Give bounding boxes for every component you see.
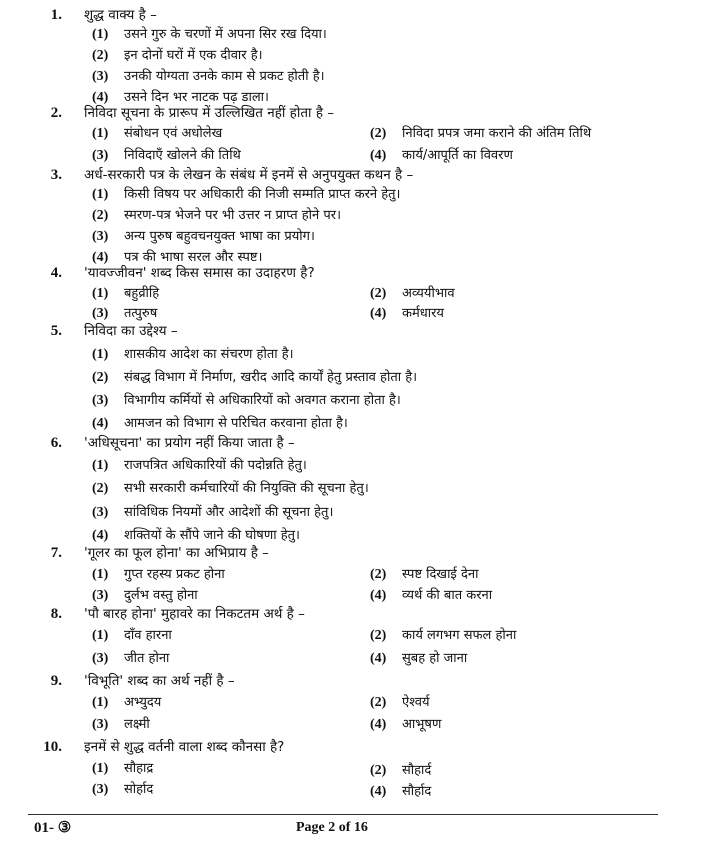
question-text: 'गूलर का फूल होना' का अभिप्राय है – (84, 545, 269, 561)
option-number: (4) (92, 416, 109, 431)
option-text: निविदाएँ खोलने की तिथि (124, 148, 241, 163)
question-text: 'विभूति' शब्द का अर्थ नहीं है – (84, 673, 235, 689)
option-number: (3) (92, 588, 109, 603)
booklet-code: 01- ③ (34, 820, 72, 836)
option-text: सौर्हाद (402, 784, 432, 799)
option-number: (3) (92, 717, 109, 732)
option-text: दुर्लभ वस्तु होना (124, 588, 198, 603)
option-text: सोर्हाद (124, 782, 154, 797)
option-text: सांविधिक नियमों और आदेशों की सूचना हेतु। (124, 505, 334, 520)
option-number: (4) (370, 588, 387, 603)
option-text: दाँव हारना (124, 628, 172, 643)
option-number: (2) (370, 695, 387, 710)
option-text: व्यर्थ की बात करना (402, 588, 493, 603)
option-number: (2) (370, 567, 387, 582)
option-number: (1) (92, 458, 109, 473)
option-text: सौहार्द (402, 763, 432, 778)
option-number: (1) (92, 567, 109, 582)
option-text: सुबह हो जाना (402, 651, 468, 666)
option-text: आभूषण (402, 717, 442, 732)
question-number: 6. (50, 435, 62, 451)
question-text: शुद्ध वाक्य है – (84, 7, 157, 23)
option-text: जीत होना (124, 651, 170, 666)
option-number: (4) (370, 784, 387, 799)
option-number: (3) (92, 782, 109, 797)
question-text: 'अधिसूचना' का प्रयोग नहीं किया जाता है – (84, 435, 295, 451)
option-number: (2) (92, 48, 109, 63)
question-number: 8. (50, 606, 62, 622)
option-text: सभी सरकारी कर्मचारियों की नियुक्ति की सूचना हेतु। (124, 481, 369, 496)
option-number: (2) (92, 370, 109, 385)
option-number: (2) (370, 628, 387, 643)
option-text: निविदा प्रपत्र जमा कराने की अंतिम तिथि (402, 126, 592, 141)
question-number: 5. (50, 323, 62, 339)
option-number: (2) (370, 126, 387, 141)
option-text: कर्मधारय (402, 306, 444, 321)
option-number: (1) (92, 126, 109, 141)
page-number: Page 2 of 16 (296, 820, 368, 835)
question-number: 10. (43, 739, 62, 755)
option-number: (3) (92, 651, 109, 666)
option-number: (1) (92, 347, 109, 362)
option-text: गुप्त रहस्य प्रकट होना (124, 567, 225, 582)
option-text: संबद्ध विभाग में निर्माण, खरीद आदि कार्यों हेतु प्रस्ताव होता है। (124, 370, 418, 385)
option-number: (1) (92, 695, 109, 710)
option-number: (3) (92, 148, 109, 163)
option-text: उसने दिन भर नाटक पढ़ डाला। (124, 90, 269, 105)
option-text: तत्पुरुष (124, 306, 158, 321)
question-number: 1. (50, 7, 62, 23)
question-text: इनमें से शुद्ध वर्तनी वाला शब्द कौनसा है? (84, 739, 285, 755)
option-number: (1) (92, 761, 109, 776)
option-number: (2) (92, 481, 109, 496)
option-number: (4) (92, 528, 109, 543)
option-text: पत्र की भाषा सरल और स्पष्ट। (124, 250, 263, 265)
option-number: (3) (92, 69, 109, 84)
option-number: (1) (92, 27, 109, 42)
option-text: अन्य पुरुष बहुवचनयुक्त भाषा का प्रयोग। (124, 229, 315, 244)
option-text: ऐश्वर्य (402, 695, 430, 710)
option-text: किसी विषय पर अधिकारी की निजी सम्मति प्राप्त करने हेतु। (124, 187, 401, 202)
option-number: (3) (92, 393, 109, 408)
question-number: 9. (50, 673, 62, 689)
option-text: बहुव्रीहि (124, 286, 160, 301)
question-text: 'पौ बारह होना' मुहावरे का निकटतम अर्थ है – (84, 606, 305, 622)
question-number: 4. (50, 265, 62, 281)
option-number: (1) (92, 187, 109, 202)
option-number: (2) (92, 208, 109, 223)
option-text: उसने गुरु के चरणों में अपना सिर रख दिया। (124, 27, 327, 42)
option-text: संबोधन एवं अधोलेख (124, 126, 223, 141)
option-text: अव्ययीभाव (402, 286, 455, 301)
option-number: (4) (370, 148, 387, 163)
option-number: (4) (92, 250, 109, 265)
option-text: उनकी योग्यता उनके काम से प्रकट होती है। (124, 69, 325, 84)
question-number: 3. (50, 167, 62, 183)
footer-rule (28, 814, 658, 815)
option-number: (4) (370, 651, 387, 666)
option-text: कार्य/आपूर्ति का विवरण (402, 148, 513, 163)
option-number: (3) (92, 505, 109, 520)
option-text: सौहाद्र (124, 761, 154, 776)
option-number: (3) (92, 306, 109, 321)
option-text: अभ्युदय (124, 695, 162, 710)
option-text: स्पष्ट दिखाई देना (402, 567, 479, 582)
question-text: निविदा सूचना के प्रारूप में उल्लिखित नहीं होता है – (84, 105, 335, 121)
option-number: (4) (370, 717, 387, 732)
question-text: 'यावज्जीवन' शब्द किस समास का उदाहरण है? (84, 265, 315, 281)
question-text: निविदा का उद्देश्य – (84, 323, 178, 339)
option-number: (1) (92, 286, 109, 301)
option-text: कार्य लगभग सफल होना (402, 628, 517, 643)
question-number: 2. (50, 105, 62, 121)
option-text: राजपत्रित अधिकारियों की पदोन्नति हेतु। (124, 458, 307, 473)
option-number: (4) (92, 90, 109, 105)
option-number: (4) (370, 306, 387, 321)
option-text: विभागीय कर्मियों से अधिकारियों को अवगत कराना होता है। (124, 393, 401, 408)
option-number: (2) (370, 286, 387, 301)
option-number: (3) (92, 229, 109, 244)
question-text: अर्ध-सरकारी पत्र के लेखन के संबंध में इनमें से अनुपयुक्त कथन है – (84, 167, 414, 183)
option-text: स्मरण-पत्र भेजने पर भी उत्तर न प्राप्त होने पर। (124, 208, 341, 223)
option-text: इन दोनों घरों में एक दीवार है। (124, 48, 263, 63)
option-text: लक्ष्मी (124, 717, 150, 732)
option-text: आमजन को विभाग से परिचित करवाना होता है। (124, 416, 348, 431)
option-text: शासकीय आदेश का संचरण होता है। (124, 347, 294, 362)
option-number: (1) (92, 628, 109, 643)
option-number: (2) (370, 763, 387, 778)
option-text: शक्तियों के सौंपे जाने की घोषणा हेतु। (124, 528, 300, 543)
question-number: 7. (50, 545, 62, 561)
